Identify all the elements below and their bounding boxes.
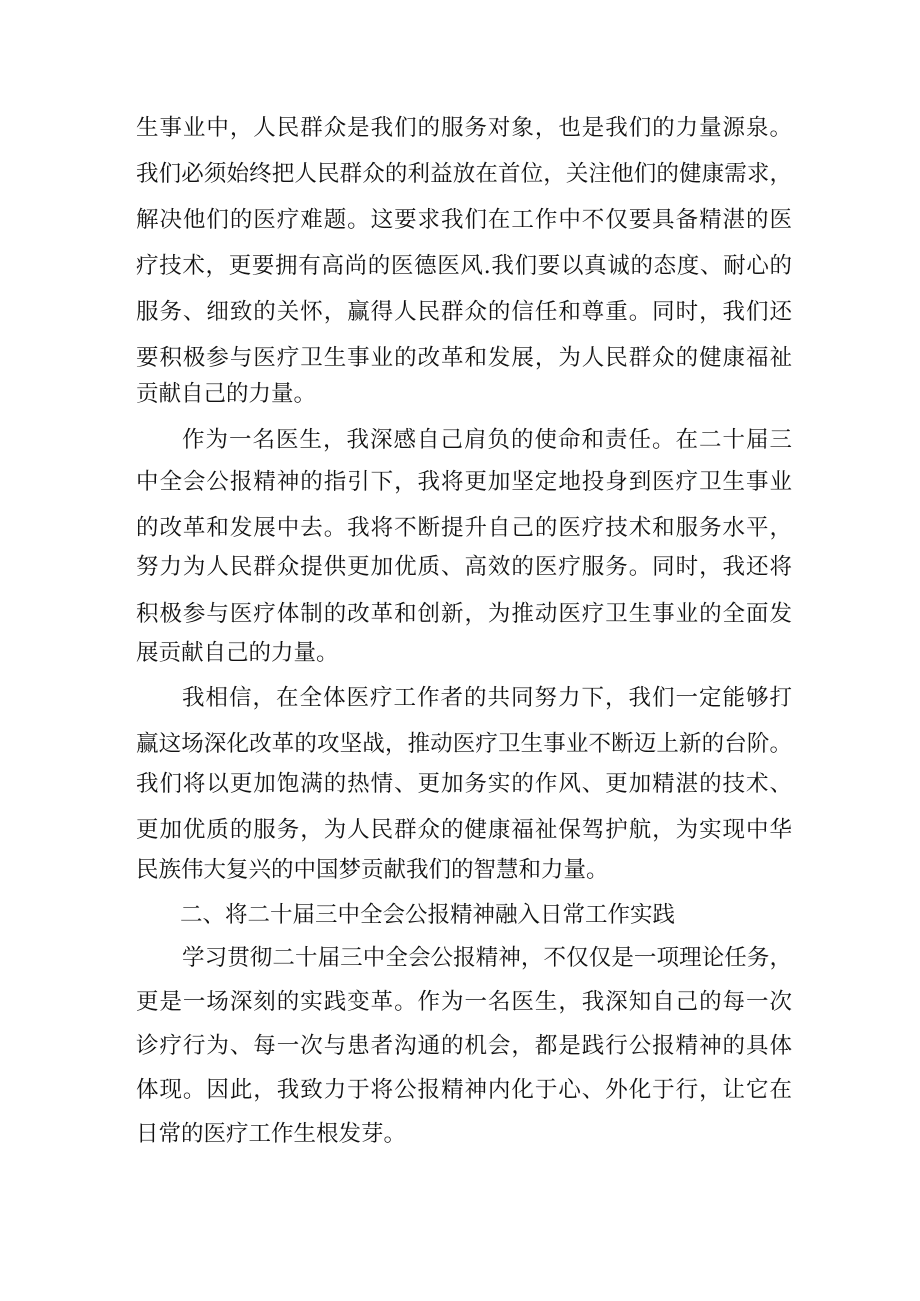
paragraph-4-line-4: 体现。因此，我致力于将公报精神内化于心、外化于行，让它在 bbox=[136, 1077, 792, 1103]
section-heading: 二、将二十届三中全会公报精神融入日常工作实践 bbox=[180, 902, 676, 928]
paragraph-2-line-4: 努力为人民群众提供更加优质、高效的医疗服务。同时，我还将 bbox=[136, 554, 792, 580]
paragraph-1-line-2: 我们必须始终把人民群众的利益放在首位，关注他们的健康需求， bbox=[136, 161, 792, 187]
paragraph-1-line-1: 生事业中，人民群众是我们的服务对象，也是我们的力量源泉。 bbox=[136, 115, 792, 141]
paragraph-2-line-5: 积极参与医疗体制的改革和创新，为推动医疗卫生事业的全面发 bbox=[136, 601, 792, 627]
paragraph-4-line-3: 诊疗行为、每一次与患者沟通的机会，都是践行公报精神的具体 bbox=[136, 1033, 792, 1059]
paragraph-3-line-4: 更加优质的服务，为人民群众的健康福祉保驾护航，为实现中华 bbox=[136, 817, 792, 843]
paragraph-3-line-2: 赢这场深化改革的攻坚战，推动医疗卫生事业不断迈上新的台阶。 bbox=[136, 731, 792, 757]
paragraph-1-line-3: 解决他们的医疗难题。这要求我们在工作中不仅要具备精湛的医 bbox=[136, 207, 792, 233]
paragraph-4-line-5: 日常的医疗工作生根发芽。 bbox=[136, 1121, 407, 1147]
paragraph-2-line-3: 的改革和发展中去。我将不断提升自己的医疗技术和服务水平， bbox=[136, 515, 792, 541]
paragraph-2-line-2: 中全会公报精神的指引下，我将更加坚定地投身到医疗卫生事业 bbox=[136, 469, 792, 495]
paragraph-3-line-5: 民族伟大复兴的中国梦贡献我们的智慧和力量。 bbox=[136, 857, 609, 883]
paragraph-2-line-6: 展贡献自己的力量。 bbox=[136, 640, 339, 666]
paragraph-1-line-6: 要积极参与医疗卫生事业的改革和发展，为人民群众的健康福祉 bbox=[136, 345, 792, 371]
paragraph-2-line-1: 作为一名医生，我深感自己肩负的使命和责任。在二十届三 bbox=[182, 427, 792, 453]
paragraph-4-line-1: 学习贯彻二十届三中全会公报精神，不仅仅是一项理论任务， bbox=[182, 945, 792, 971]
paragraph-3-line-1: 我相信，在全体医疗工作者的共同努力下，我们一定能够打 bbox=[182, 685, 792, 711]
paragraph-4-line-2: 更是一场深刻的实践变革。作为一名医生，我深知自己的每一次 bbox=[136, 989, 792, 1015]
paragraph-3-line-3: 我们将以更加饱满的热情、更加务实的作风、更加精湛的技术、 bbox=[136, 771, 792, 797]
paragraph-1-line-7: 贡献自己的力量。 bbox=[136, 381, 317, 407]
paragraph-1-line-4: 疗技术，更要拥有高尚的医德医风.我们要以真诚的态度、耐心的 bbox=[136, 253, 792, 279]
paragraph-1-line-5: 服务、细致的关怀，赢得人民群众的信任和尊重。同时，我们还 bbox=[136, 299, 792, 325]
